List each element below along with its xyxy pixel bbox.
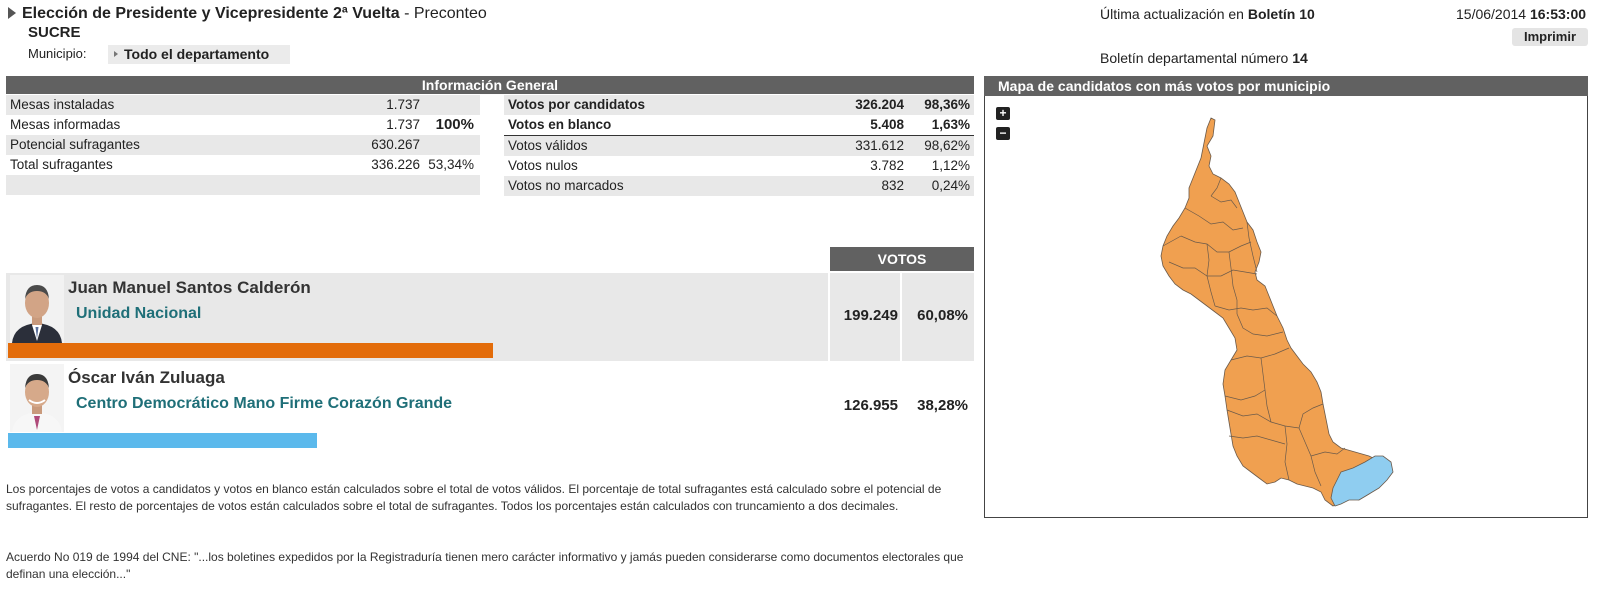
methodology-note: Los porcentajes de votos a candidatos y votos en blanco están calculados sobre el total de votos válidos. El porcentaje de total sufragantes está calculado sobre el potencial de sufragantes. El resto de porcentajes de votos están calculados sobre el total de sufragantes. Todos los porcentajes están calculados con truncamiento a dos decimales. <box>6 482 942 513</box>
candidate-party: Centro Democrático Mano Firme Corazón Grande <box>76 395 453 412</box>
stat-row: Potencial sufragantes 630.267 <box>6 135 480 155</box>
candidate-percentage: 38,28% <box>917 397 968 414</box>
candidate-photo <box>10 275 64 343</box>
votes-column-header: VOTOS <box>830 247 974 271</box>
map-region-santos <box>1161 118 1387 506</box>
candidate-percentage: 60,08% <box>917 307 968 324</box>
candidate-party: Unidad Nacional <box>76 305 202 322</box>
update-datetime: 15/06/2014 16:53:00 <box>1456 6 1587 22</box>
legal-note: Acuerdo No 019 de 1994 del CNE: "...los boletines expedidos por la Registraduría tienen mero carácter informativo y jamás pueden considerarse como documentos electorales que definan una elección..." <box>6 550 964 581</box>
map-header: Mapa de candidatos con más votos por municipio <box>984 76 1588 96</box>
stat-row: Votos no marcados 832 0,24% <box>504 176 974 196</box>
caret-right-icon <box>114 51 118 57</box>
person-icon <box>10 275 64 343</box>
candidate-votes: 199.249 <box>843 307 898 324</box>
sucre-map <box>985 96 1587 516</box>
zoom-out-button[interactable]: − <box>996 127 1010 140</box>
triangle-right-icon <box>8 7 16 19</box>
municipio-label: Municipio: <box>28 46 87 61</box>
boletin-number: Boletín departamental número 14 <box>1100 50 1308 66</box>
stat-row: Votos válidos 331.612 98,62% <box>504 136 974 156</box>
stat-row: Votos por candidatos 326.204 98,36% <box>504 95 974 115</box>
candidate-name: Óscar Iván Zuluaga <box>68 368 225 387</box>
print-button[interactable]: Imprimir <box>1512 28 1588 46</box>
stat-row: Votos en blanco 5.408 1,63% <box>508 117 970 132</box>
candidate-vote-bar <box>8 343 493 358</box>
candidate-photo <box>10 364 64 432</box>
department-name: SUCRE <box>28 24 81 41</box>
info-general-header: Información General <box>6 76 974 94</box>
stat-row: Mesas instaladas 1.737 <box>6 95 480 115</box>
person-icon <box>10 364 64 432</box>
stat-row: Votos nulos 3.782 1,12% <box>508 158 970 173</box>
last-update: Última actualización en Boletín 10 <box>1100 6 1315 22</box>
municipio-select[interactable]: Todo el departamento <box>108 45 290 64</box>
candidate-vote-bar <box>8 433 317 448</box>
candidate-votes: 126.955 <box>843 397 898 414</box>
stat-row-empty <box>6 175 480 195</box>
page-title: Elección de Presidente y Vicepresidente 2ª Vuelta - Preconteo <box>8 5 487 23</box>
zoom-in-button[interactable]: + <box>996 107 1010 120</box>
stat-row: Total sufragantes 336.226 53,34% <box>10 157 474 172</box>
municipality-map[interactable] <box>984 96 1588 518</box>
stat-row: Mesas informadas 1.737 100% <box>10 116 474 133</box>
candidate-name: Juan Manuel Santos Calderón <box>68 278 311 297</box>
